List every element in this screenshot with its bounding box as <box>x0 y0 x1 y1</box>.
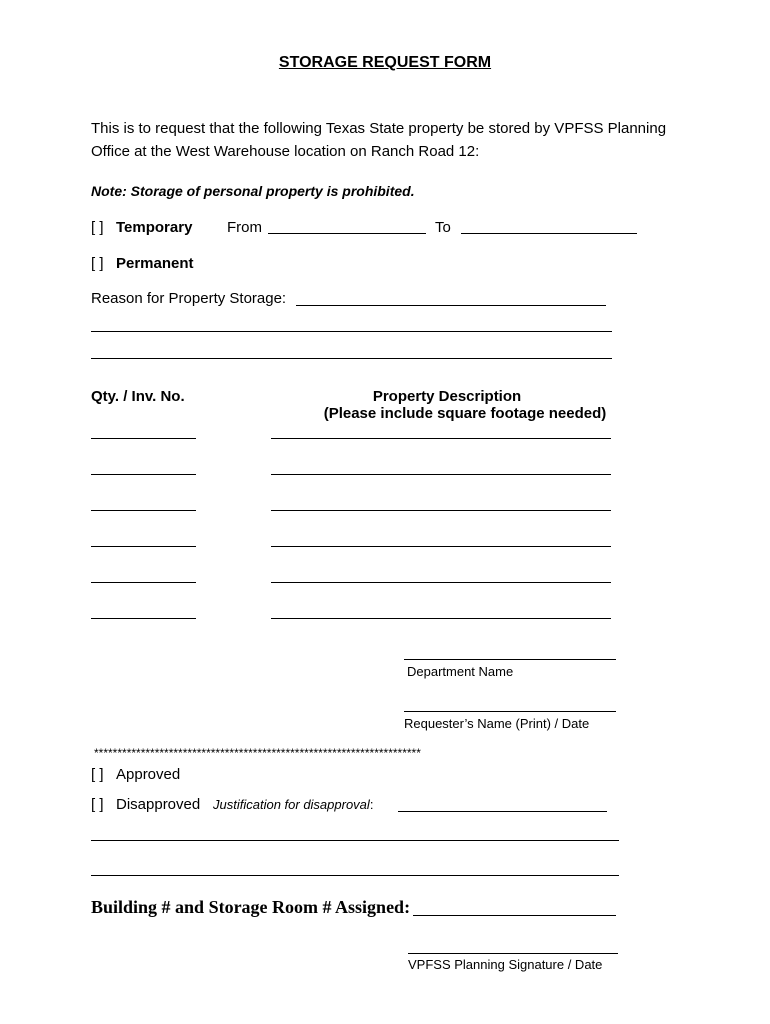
justification-field[interactable] <box>398 811 607 812</box>
to-label: To <box>435 219 451 236</box>
signature-field[interactable] <box>408 953 618 954</box>
justification-line[interactable] <box>91 875 619 876</box>
reason-label: Reason for Property Storage: <box>91 290 287 307</box>
requester-label: Requester’s Name (Print) / Date <box>404 716 590 731</box>
from-label: From <box>227 219 262 236</box>
justification-label: Justification for disapproval: <box>213 797 374 812</box>
justification-text: Justification for disapproval <box>213 797 370 812</box>
qty-field[interactable] <box>91 546 196 547</box>
checkbox-bracket: [ ] <box>91 219 104 236</box>
description-header-title: Property Description <box>372 388 522 405</box>
qty-field[interactable] <box>91 510 196 511</box>
checkbox-bracket: [ ] <box>91 766 104 783</box>
disapproved-label: Disapproved <box>116 796 201 813</box>
description-header-subtitle: (Please include square footage needed) <box>323 405 607 422</box>
qty-field[interactable] <box>91 474 196 475</box>
temporary-label: Temporary <box>116 219 193 236</box>
approved-label: Approved <box>116 766 181 783</box>
permanent-checkbox[interactable] <box>91 255 104 272</box>
description-field[interactable] <box>271 474 611 475</box>
description-field[interactable] <box>271 438 611 439</box>
qty-field[interactable] <box>91 618 196 619</box>
qty-field[interactable] <box>91 438 196 439</box>
description-field[interactable] <box>271 546 611 547</box>
permanent-label: Permanent <box>116 255 194 272</box>
justification-line[interactable] <box>91 840 619 841</box>
signature-label: VPFSS Planning Signature / Date <box>408 957 603 972</box>
department-label: Department Name <box>407 664 514 679</box>
reason-line[interactable] <box>91 358 612 359</box>
disapproved-checkbox[interactable] <box>91 796 104 813</box>
building-field[interactable] <box>413 915 616 916</box>
building-label: Building # and Storage Room # Assigned: <box>91 897 411 917</box>
form-title: STORAGE REQUEST FORM <box>278 54 492 71</box>
temporary-checkbox[interactable] <box>91 219 104 236</box>
qty-header: Qty. / Inv. No. <box>91 388 185 405</box>
qty-field[interactable] <box>91 582 196 583</box>
description-field[interactable] <box>271 510 611 511</box>
stars-divider: ********************************************************************** <box>94 746 421 760</box>
checkbox-bracket: [ ] <box>91 255 104 272</box>
requester-field[interactable] <box>404 711 616 712</box>
approved-checkbox[interactable] <box>91 766 104 783</box>
description-field[interactable] <box>271 618 611 619</box>
department-field[interactable] <box>404 659 616 660</box>
description-field[interactable] <box>271 582 611 583</box>
to-date-field[interactable] <box>461 233 637 234</box>
reason-field[interactable] <box>296 305 606 306</box>
prohibition-note: Note: Storage of personal property is prohibited. <box>91 183 415 199</box>
reason-line[interactable] <box>91 331 612 332</box>
checkbox-bracket: [ ] <box>91 796 104 813</box>
intro-paragraph: This is to request that the following Texas State property be stored by VPFSS Planning Office at the West Warehouse location on Ranch Road 12: <box>91 120 667 160</box>
from-date-field[interactable] <box>268 233 426 234</box>
